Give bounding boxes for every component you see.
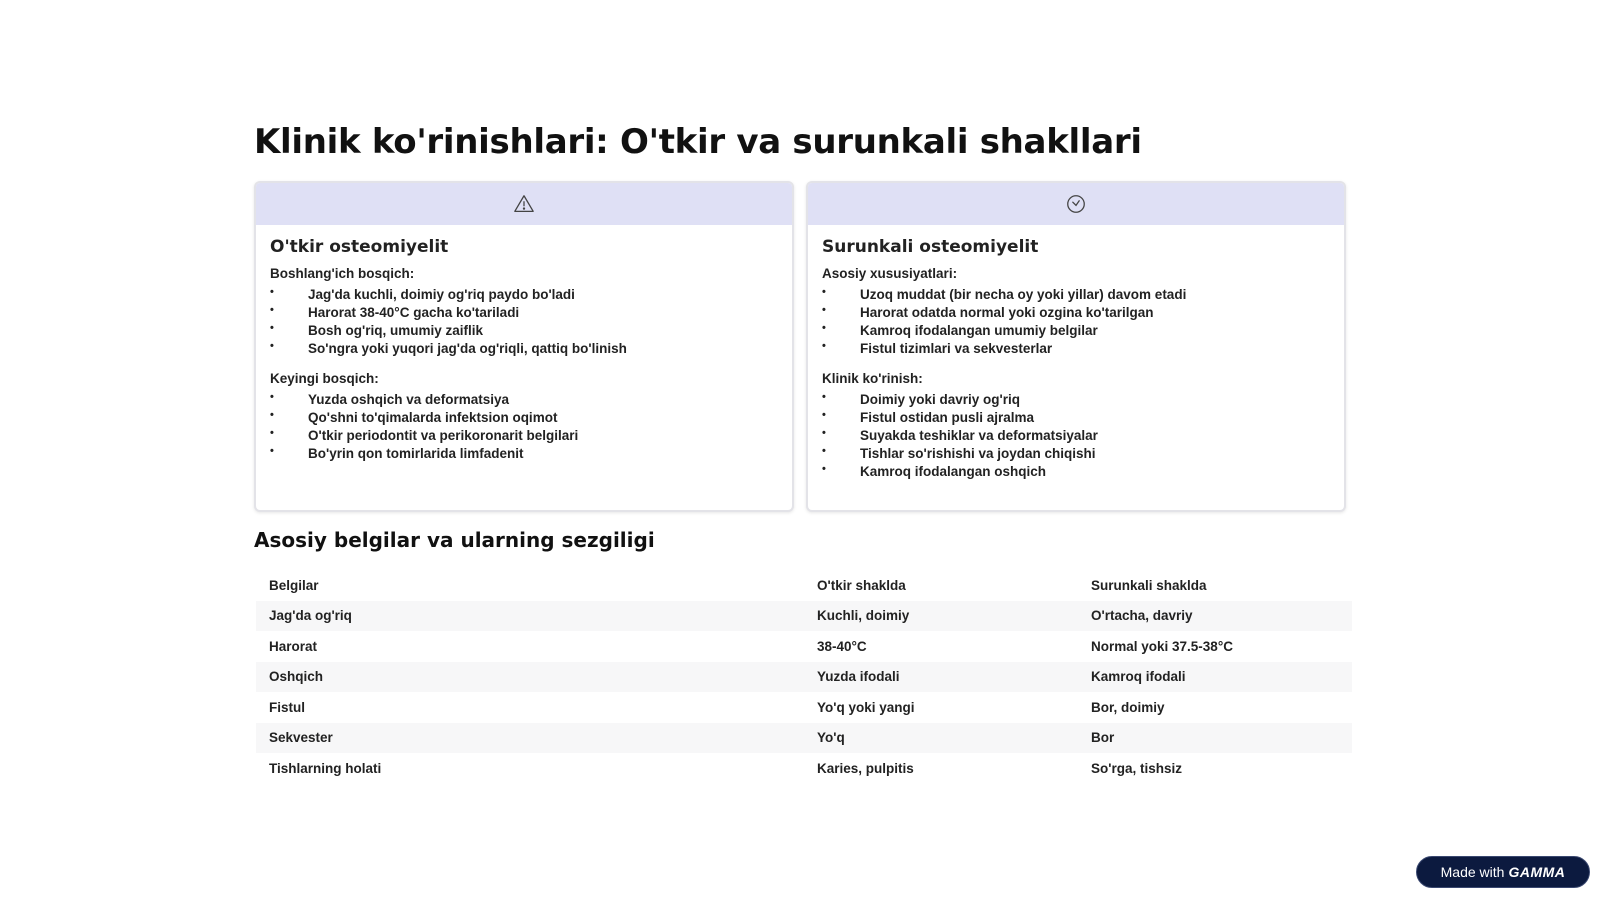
table-heading: Asosiy belgilar va ularning sezgiligi <box>254 528 655 552</box>
table-cell: Kamroq ifodali <box>1091 669 1186 685</box>
table-cell: Yo'q yoki yangi <box>817 699 915 715</box>
badge-prefix: Made with <box>1440 864 1505 880</box>
card-title: Surunkali osteomiyelit <box>822 237 1039 257</box>
table-cell: 38-40°C <box>817 638 867 654</box>
table-cell: Bor <box>1091 730 1115 746</box>
list-item: • Qo'shni to'qimalarda infektsion oqimot <box>270 409 778 427</box>
list-item: • O'tkir periodontit va perikoronarit belgilari <box>270 427 778 445</box>
chronic-card <box>806 181 1346 512</box>
list-item: • Yuzda oshqich va deformatsiya <box>270 391 778 409</box>
table-cell: Yo'q <box>817 730 845 746</box>
bullet-list <box>822 391 1330 481</box>
list-item: • Doimiy yoki davriy og'riq <box>822 391 1330 409</box>
list-item: • Bo'yrin qon tomirlarida limfadenit <box>270 445 778 463</box>
table-row <box>256 753 1352 784</box>
warning-triangle-icon <box>513 193 535 215</box>
column-header: O'tkir shaklda <box>817 577 906 593</box>
table-cell: Harorat <box>269 638 318 654</box>
page-title: Klinik ko'rinishlari: O'tkir va surunkali shakllari <box>254 122 1142 162</box>
bullet-list <box>270 391 778 463</box>
bullet-list <box>270 286 778 358</box>
list-item: • Bosh og'riq, umumiy zaiflik <box>270 322 778 340</box>
table-row <box>256 723 1352 754</box>
table-cell: Yuzda ifodali <box>817 669 900 685</box>
chronic-card-header <box>808 183 1344 225</box>
list-item: • Tishlar so'rishishi va joydan chiqishi <box>822 445 1330 463</box>
table-row <box>256 601 1352 632</box>
list-item: • Uzoq muddat (bir necha oy yoki yillar) davom etadi <box>822 286 1330 304</box>
list-item: • So'ngra yoki yuqori jag'da og'riqli, qattiq bo'linish <box>270 340 778 358</box>
table-cell: Karies, pulpitis <box>817 760 914 776</box>
list-item: • Harorat odatda normal yoki ozgina ko'tarilgan <box>822 304 1330 322</box>
list-item: • Jag'da kuchli, doimiy og'riq paydo bo'ladi <box>270 286 778 304</box>
clock-icon <box>1065 193 1087 215</box>
gamma-logo: GAMMA <box>1508 864 1566 880</box>
acute-card <box>254 181 794 512</box>
section-label: Asosiy xususiyatlari: <box>822 266 958 281</box>
list-item: • Harorat 38-40°C gacha ko'tariladi <box>270 304 778 322</box>
card-title: O'tkir osteomiyelit <box>270 237 449 257</box>
table-cell: O'rtacha, davriy <box>1091 608 1193 624</box>
section-label: Klinik ko'rinish: <box>822 371 923 386</box>
table-cell: Kuchli, doimiy <box>817 608 910 624</box>
section-label: Keyingi bosqich: <box>270 371 379 386</box>
table-row <box>256 631 1352 662</box>
bullet-list <box>822 286 1330 358</box>
table-cell: Sekvester <box>269 730 333 746</box>
made-with-gamma-badge[interactable] <box>1416 856 1590 888</box>
table-cell: Jag'da og'riq <box>269 608 352 624</box>
table-cell: So'rga, tishsiz <box>1091 760 1182 776</box>
table-row <box>256 662 1352 693</box>
section-label: Boshlang'ich bosqich: <box>270 266 415 281</box>
table-cell: Bor, doimiy <box>1091 699 1165 715</box>
table-cell: Normal yoki 37.5-38°C <box>1091 638 1233 654</box>
list-item: • Kamroq ifodalangan umumiy belgilar <box>822 322 1330 340</box>
table-cell: Tishlarning holati <box>269 760 382 776</box>
list-item: • Suyakda teshiklar va deformatsiyalar <box>822 427 1330 445</box>
acute-card-header <box>256 183 792 225</box>
comparison-table <box>256 570 1352 784</box>
table-header-row <box>256 570 1352 601</box>
column-header: Surunkali shaklda <box>1091 577 1207 593</box>
list-item: • Fistul ostidan pusli ajralma <box>822 409 1330 427</box>
list-item: • Kamroq ifodalangan oshqich <box>822 463 1330 481</box>
column-header: Belgilar <box>269 577 319 593</box>
table-row <box>256 692 1352 723</box>
list-item: • Fistul tizimlari va sekvesterlar <box>822 340 1330 358</box>
table-cell: Oshqich <box>269 669 324 685</box>
table-cell: Fistul <box>269 699 305 715</box>
